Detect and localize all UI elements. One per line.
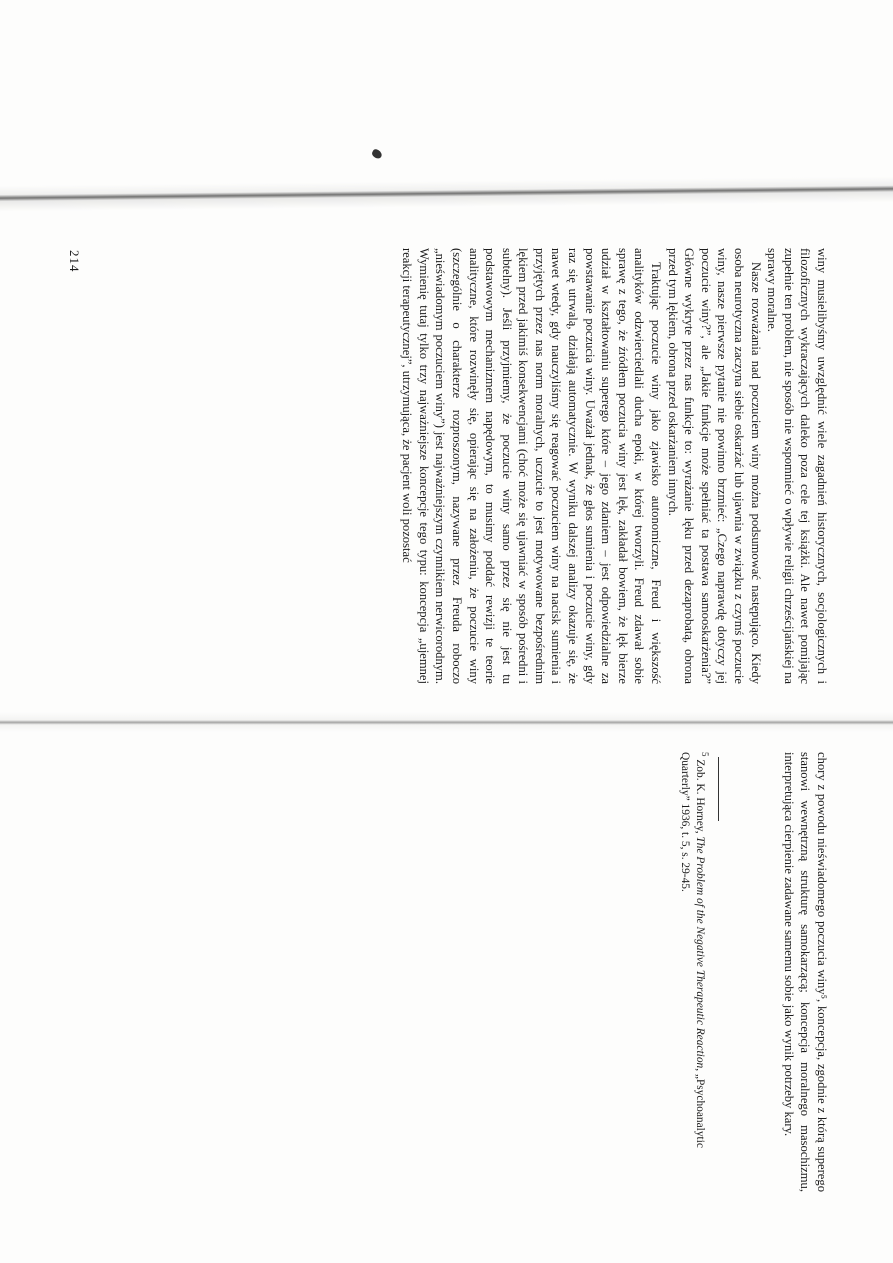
footnote-marker: 5 [700, 752, 710, 757]
paragraph-1: winy musielibyśmy uwzględnić wiele zagadnień historycznych, socjologicznych i filozoficznych wykraczających daleko poza cele tej książki. Ale nawet pomijając zupełnie ten problem, nie sposób nie wspomnieć o wpływie religii chrześcijańskiej na sprawy moralne. [765, 248, 829, 684]
footnote [676, 752, 712, 1192]
paragraph-continuation: chory z powodu nieświadomego poczucia winy⁵, koncepcja, zgodnie z którą superego stanowi wewnętrzną strukturę samokarzącą; koncepcja moralnego masochizmu, interpretująca cierpienie zadawane samemu sobie jako wynik potrzeby kary. [781, 752, 829, 1192]
page-number: 214 [67, 250, 82, 273]
paragraph-3: Traktując poczucie winy jako zjawisko autonomiczne, Freud i większość analityków odzwierciedlali ducha epoki, w której tworzyli. Freud zdawał sobie sprawę z tego, że źródłem poczucia winy jest lęk, zakładał bowiem, że lęk bierze udział w kształtowaniu superego które – jego zdaniem – jest odpowiedzialne za powstawanie poczucia winy. Uważał jednak, że głos sumienia i poczucie winy, gdy raz się utrwalą, działają automatycznie. W wyniku dalszej analizy okazuje się, że nawet wtedy, gdy nauczyliśmy się reagować poczuciem winy na nacisk sumienia i przyjętych przez nas norm moralnych, uczucie to jest motywowane bezpośrednim lękiem przed jakimiś konsekwencjami (choć może się ujawniać w sposób pośredni i subtelny). Jeśli przyjmiemy, że poczucie winy samo przez się nie jest tu podstawowym mechanizmem napędowym, to musimy poddać rewizji te teorie analityczne, które rozwinęły się, opierając się na założeniu, że poczucie winy (szczególnie o charakterze rozproszonym, nazywane przez Freuda roboczo „nieświadomym poczuciem winy”) jest najważniejszym czynnikiem nerwicorodnym. Wymienię tutaj tylko trzy najważniejsze koncepcje tego typu: koncepcja „ujemnej reakcji terapeutycznej”, utrzymująca, że pacjent woli pozostać [400, 248, 664, 684]
page-gutter-shadow [0, 712, 893, 732]
scan-speck [371, 148, 384, 160]
continuation-text-column [780, 752, 830, 1192]
footnote-rule [718, 757, 719, 821]
footnote-prefix: Zob. K. Horney, [694, 756, 707, 837]
main-text-column [399, 248, 830, 684]
book-spine-shadow [0, 176, 893, 211]
paragraph-2: Nasze rozważania nad poczuciem winy można podsumować następująco. Kiedy osoba neurotyczna zaczyna siebie oskarżać lub ujawnia w związku z czymś poczucie winy, nasze pierwsze pytanie nie powinno brzmieć: „Czego naprawdę dotyczy jej poczucie winy?”, ale „Jakie funkcje może spełniać ta postawa samooskarżenia?” Główne wykryte przez nas funkcje to: wyrażanie lęku przed dezaprobatą, obrona przed tym lękiem, obrona przed oskarżaniem innych. [665, 248, 763, 684]
footnote-suffix: , „Psychoanalytic Quarterly” 1936, t. 5, s. 29-45. [678, 752, 707, 1148]
footnote-article-title: The Problem of the Negative Therapeutic Reaction [694, 836, 707, 1069]
